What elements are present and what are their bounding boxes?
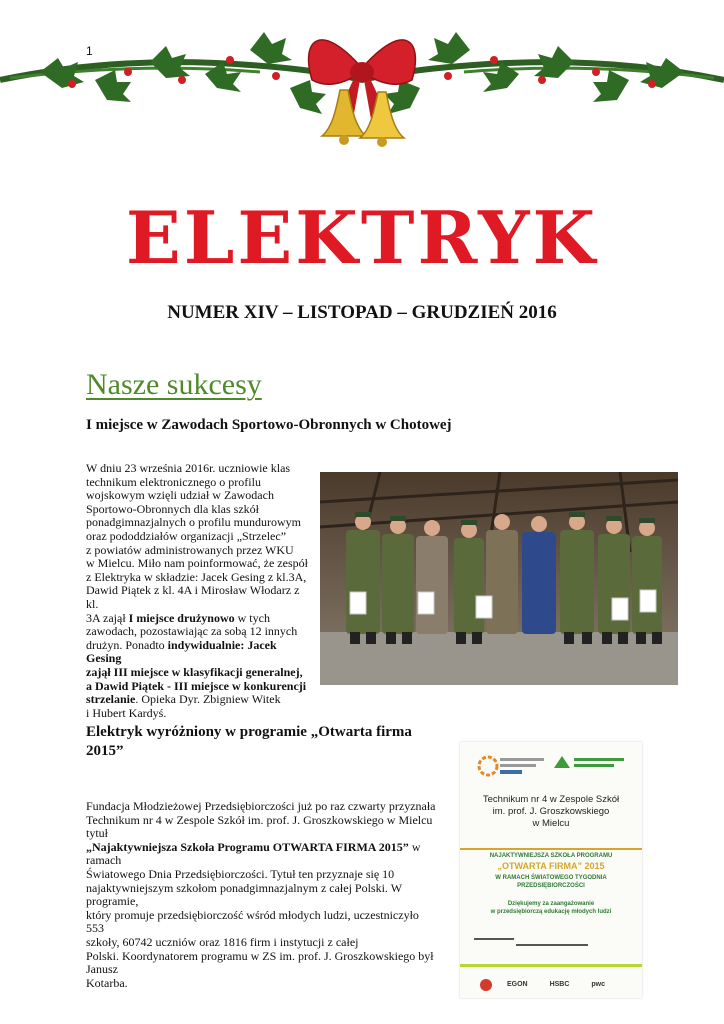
title-line: Elektryk wyróżniony w programie „Otwarta firma	[86, 724, 412, 740]
article-line	[86, 693, 314, 707]
article-line: z Elektryka w składzie: Jacek Gesing z kl.3A,	[86, 569, 307, 584]
thanks-line: Dziękujemy za zaangażowanie	[507, 901, 595, 907]
article-title: I miejsce w Zawodach Sportowo-Obronnych w Chotowej	[86, 417, 452, 433]
article-line: z powiatów administrowanych przez WKU	[86, 542, 294, 557]
article-body	[86, 800, 438, 990]
bold-text: indywidualnie: Jacek Gesing	[86, 637, 277, 666]
sponsor-pwc: pwc	[591, 981, 605, 988]
article-line: Światowego Dnia Przedsiębiorczości. Tytuł ten przyznaje się 10	[86, 866, 395, 881]
article-line: i Hubert Kardyś.	[86, 705, 167, 720]
page-number: 1	[86, 44, 93, 58]
thanks-line: w przedsiębiorczą edukację młodych ludzi	[490, 909, 612, 915]
article-line	[86, 612, 314, 626]
article-line: Polski. Koordynatorem programu w ZS im. prof. J. Groszkowskiego był Janusz	[86, 948, 434, 977]
article-line	[86, 841, 438, 868]
award-line: W RAMACH ŚWIATOWEGO TYGODNIA	[495, 875, 607, 881]
article-title	[86, 723, 426, 761]
newsletter-title: ELEKTRYK	[125, 195, 599, 280]
foundation-logo-icon	[554, 756, 624, 768]
article-line: ponadgimnazjalnych o profilu mundurowym	[86, 515, 301, 530]
award-line: PRZEDSIĘBIORCZOŚCI	[517, 883, 585, 889]
text-run: w tych	[234, 610, 270, 625]
bold-text: „Najaktywniejsza Szkoła Programu OTWARTA FIRMA 2015”	[86, 839, 409, 854]
article-line: Sportowo-Obronnych dla klas szkół	[86, 501, 259, 516]
bold-text: I miejsce drużynowo	[128, 610, 235, 625]
article-line: zajął III miejsce w klasyfikacji generalnej,	[86, 664, 303, 679]
week-logo-icon	[479, 757, 544, 775]
article-body	[86, 462, 314, 720]
article-line: wojskowym wzięli udział w Zawodach	[86, 488, 274, 503]
article-line: Dawid Piątek z kl. 4A i Mirosław Włodarz z kl.	[86, 583, 300, 611]
holly-garland-icon	[0, 10, 724, 150]
article-line: Kotarba.	[86, 975, 128, 990]
text-run: drużyn. Ponadto	[86, 637, 168, 652]
group-of-people	[346, 512, 662, 644]
award-line: NAJAKTYWNIEJSZA SZKOŁA PROGRAMU	[489, 853, 613, 859]
article-line: szkoły, 60742 uczniów oraz 1816 firm i instytucji z całej	[86, 934, 359, 949]
issue-line: NUMER XIV – LISTOPAD – GRUDZIEŃ 2016	[167, 302, 557, 323]
article-line: Technikum nr 4 w Zespole Szkół im. prof. J. Groszkowskiego w Mielcu tytuł	[86, 812, 433, 841]
article-line	[86, 639, 314, 666]
article-line: W dniu 23 września 2016r. uczniowie klas	[86, 461, 291, 475]
text-run: w ramach	[86, 839, 421, 868]
school-line: im. prof. J. Groszkowskiego	[492, 806, 610, 817]
article-line: technikum elektronicznego o profilu	[86, 474, 261, 489]
article-line: Fundacja Młodzieżowej Przedsiębiorczości już po raz czwarty przyznała	[86, 799, 436, 813]
article-line: zawodach, pozostawiając za sobą 12 innych	[86, 624, 298, 639]
certificate-image	[460, 742, 642, 998]
text-run: . Opieka Dyr. Zbigniew Witek	[135, 692, 281, 707]
section-title: Nasze sukcesy	[86, 368, 262, 401]
award-line: „OTWARTA FIRMA” 2015	[497, 861, 605, 871]
article-line: który promuje przedsiębiorczość wśród młodych ludzi, uczestniczyło 553	[86, 907, 419, 936]
article-line: a Dawid Piątek - III miejsce w konkurencji	[86, 678, 307, 693]
article-line: w Mielcu. Miło nam poinformować, że zespół	[86, 556, 308, 571]
title-line: 2015”	[86, 743, 124, 759]
sponsor-hsbc: HSBC	[549, 981, 570, 988]
article-line: oraz pododdziałów organizacji „Strzelec”	[86, 528, 287, 543]
bold-text: strzelanie	[86, 692, 136, 707]
text-run: 3A zajął	[86, 610, 126, 625]
team-photo	[320, 472, 678, 685]
sponsor-egon: EGON	[507, 981, 528, 988]
article-line: najaktywniejszym szkołom ponadgimnazjalnym z całej Polski. W programie,	[86, 880, 402, 909]
school-line: Technikum nr 4 w Zespole Szkół	[482, 794, 620, 805]
school-line: w Mielcu	[532, 818, 570, 829]
